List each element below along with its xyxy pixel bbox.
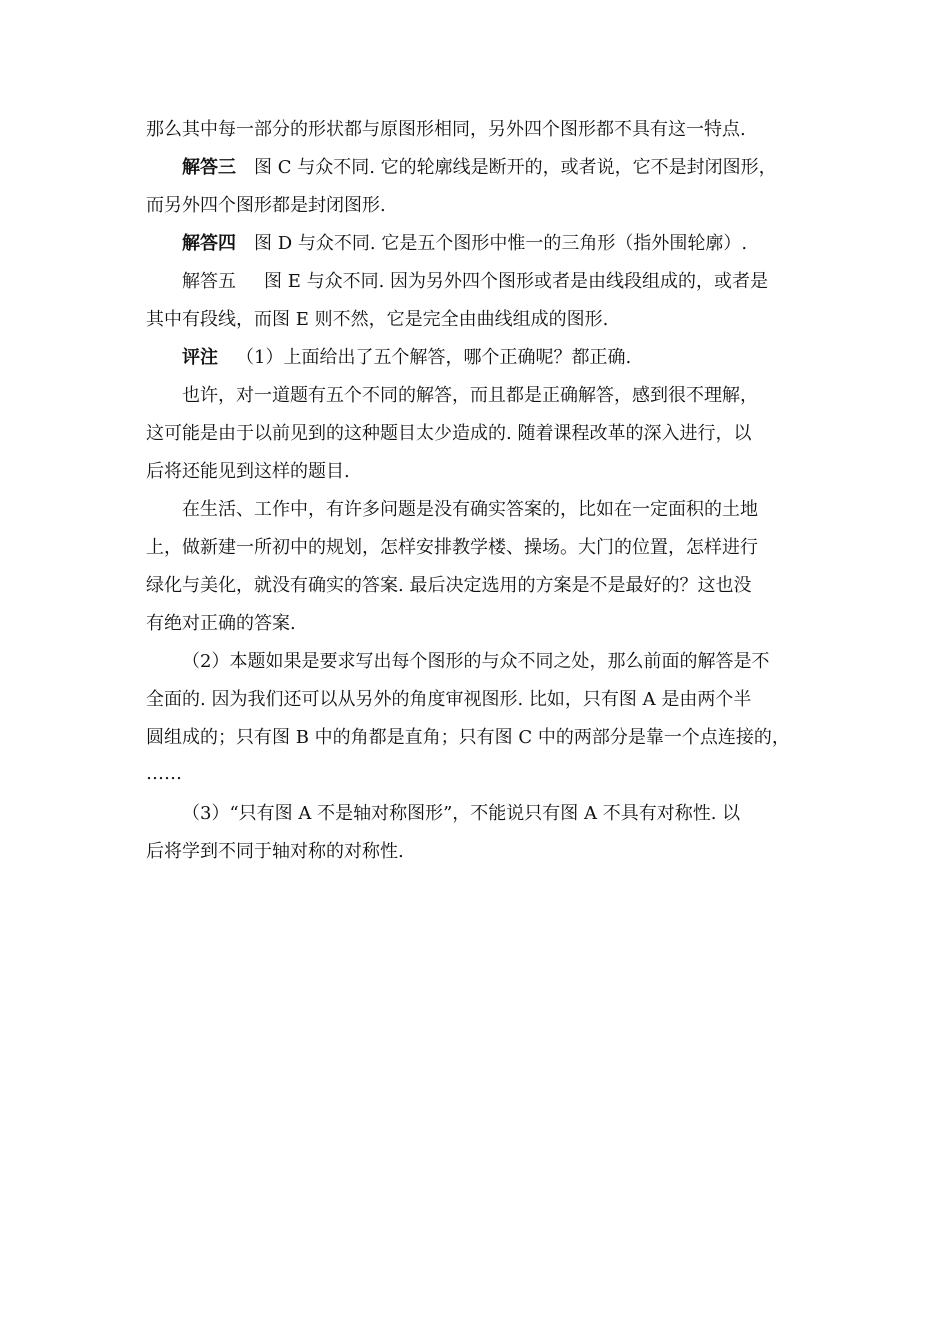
paragraph-line: [146, 422, 751, 446]
text: （3）“只有图 A 不是轴对称图形”，不能说只有图 A 不具有对称性. 以: [182, 803, 741, 824]
text: 这可能是由于以前见到的这种题目太少造成的. 随着课程改革的深入进行，以: [146, 423, 752, 444]
ellipsis-line: [146, 762, 182, 786]
text: 全面的. 因为我们还可以从另外的角度审视图形. 比如，只有图 A 是由两个半: [146, 689, 752, 710]
text: 图 D 与众不同. 它是五个图形中惟一的三角形（指外围轮廓）.: [254, 233, 748, 254]
text: 后将学到不同于轴对称的对称性.: [146, 841, 404, 862]
text: 绿化与美化，就没有确实的答案. 最后决定选用的方案是不是最好的？这也没: [146, 575, 752, 596]
paragraph-line: [146, 194, 386, 218]
paragraph-line: [146, 536, 758, 560]
paragraph-line: [146, 726, 790, 750]
answer-five-line: [182, 270, 768, 294]
text: 图 E 与众不同. 因为另外四个图形或者是由线段组成的，或者是: [264, 271, 769, 292]
paragraph-line: [182, 384, 758, 408]
text: 也许，对一道题有五个不同的解答，而且都是正确解答，感到很不理解，: [182, 385, 758, 406]
paragraph-line: [146, 688, 751, 712]
answer-five-label: 解答五: [182, 271, 236, 292]
text: 其中有段线，而图 E 则不然，它是完全由曲线组成的图形.: [146, 309, 609, 330]
answer-four-label: 解答四: [182, 233, 236, 254]
paragraph-line: [146, 118, 746, 142]
paragraph-line: [182, 498, 758, 522]
text: 图 C 与众不同. 它的轮廓线是断开的，或者说，它不是封闭图形，: [254, 157, 777, 178]
answer-four-line: [182, 232, 747, 256]
text: 上，做新建一所初中的规划，怎样安排教学楼、操场。大门的位置，怎样进行: [146, 537, 758, 558]
text: 后将还能见到这样的题目.: [146, 461, 350, 482]
text: 圆组成的；只有图 B 中的角都是直角；只有图 C 中的两部分是靠一个点连接的，: [146, 727, 790, 748]
paragraph-line: [146, 308, 608, 332]
paragraph-line: [146, 840, 404, 864]
text: ……: [146, 763, 182, 784]
text: （2）本题如果是要求写出每个图形的与众不同之处，那么前面的解答是不: [182, 651, 770, 672]
paragraph-line: [146, 574, 751, 598]
paragraph-line: [146, 460, 350, 484]
comment-line: [182, 346, 631, 370]
paragraph-line: [146, 612, 296, 636]
text: 有绝对正确的答案.: [146, 613, 296, 634]
text: （1）上面给出了五个解答，哪个正确呢？都正确.: [236, 347, 632, 368]
text: 那么其中每一部分的形状都与原图形相同，另外四个图形都不具有这一特点.: [146, 119, 746, 140]
text: 在生活、工作中，有许多问题是没有确实答案的，比如在一定面积的土地: [182, 499, 758, 520]
paragraph-line: [182, 802, 740, 826]
answer-three-line: [182, 156, 777, 180]
answer-three-label: 解答三: [182, 157, 236, 178]
paragraph-line: [182, 650, 769, 674]
text: 而另外四个图形都是封闭图形.: [146, 195, 386, 216]
comment-label: 评注: [182, 347, 218, 368]
